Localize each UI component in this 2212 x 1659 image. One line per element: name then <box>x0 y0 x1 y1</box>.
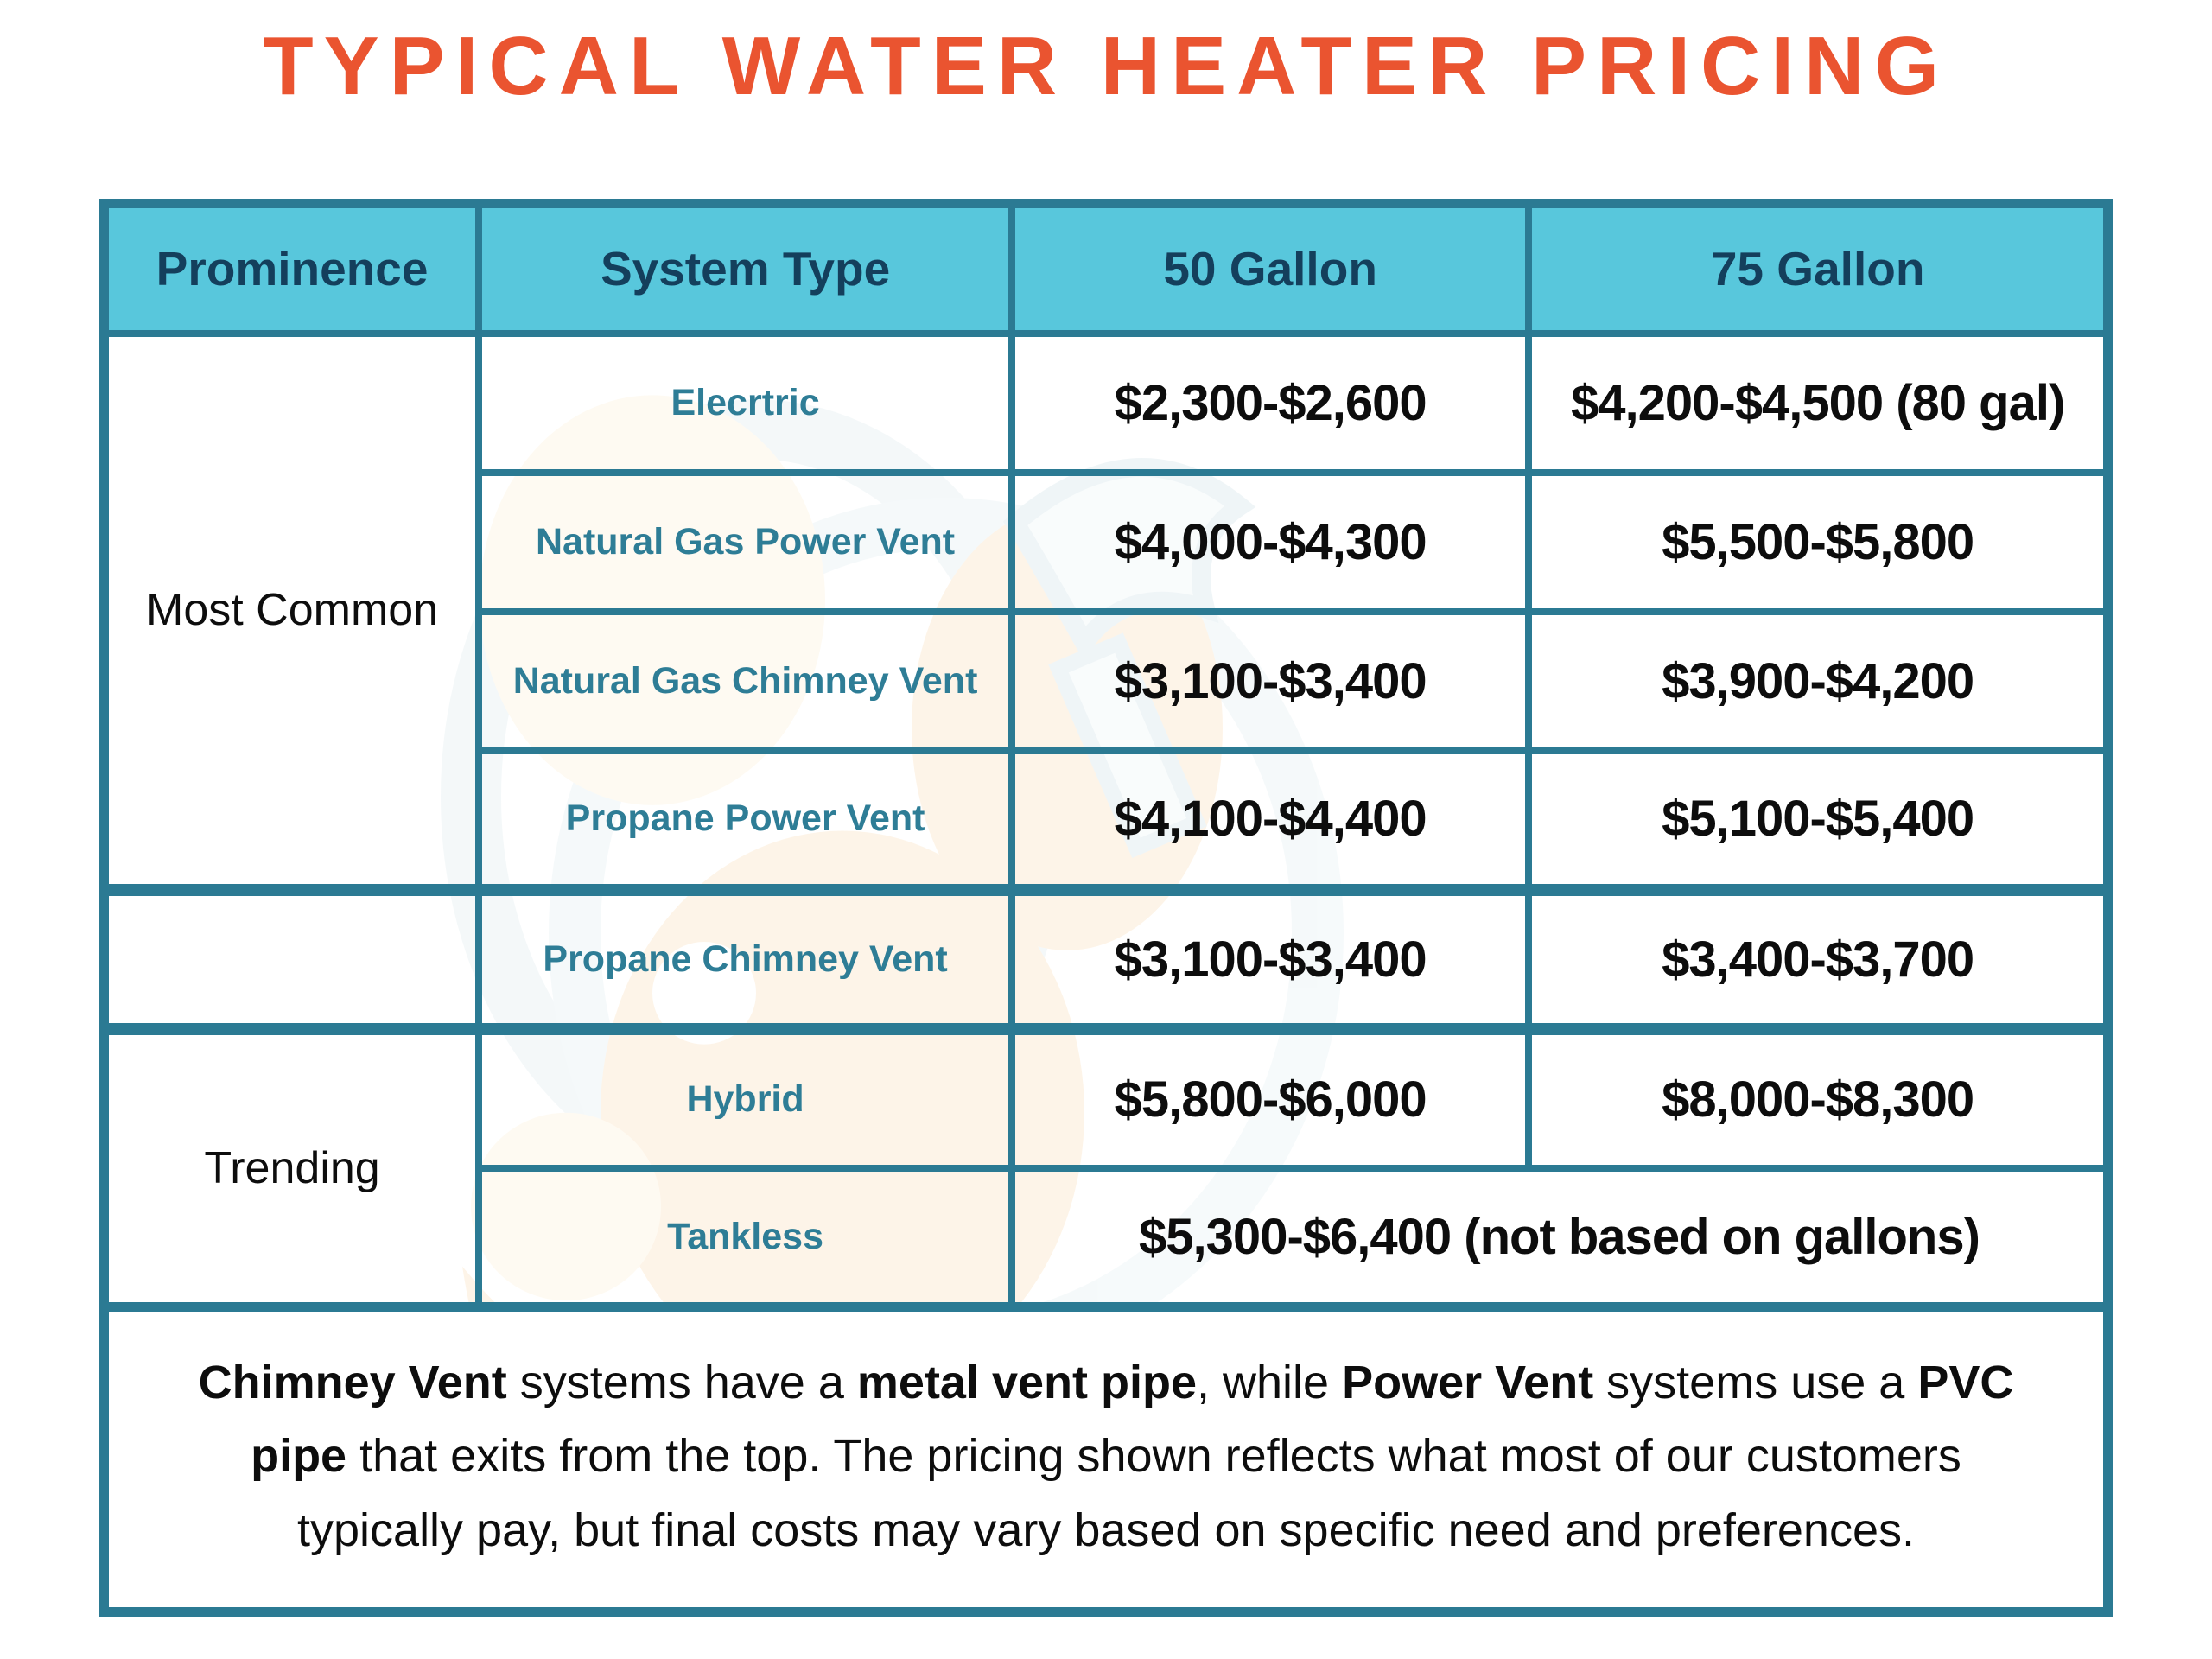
cell-prominence: Most Common <box>105 334 480 890</box>
footnote-bold-segment: metal vent pipe <box>856 1357 1197 1408</box>
cell-system: Hybrid <box>479 1029 1012 1168</box>
footnote-bold-segment: Power Vent <box>1342 1357 1594 1408</box>
cell-price: $5,300-$6,400 (not based on gallons) <box>1012 1168 2108 1307</box>
cell-price: $2,300-$2,600 <box>1012 334 1529 473</box>
cell-prominence-empty <box>105 890 480 1029</box>
footnote-segment: systems use a <box>1593 1357 1918 1408</box>
cell-price: $5,800-$6,000 <box>1012 1029 1529 1168</box>
cell-system: Elecrtric <box>479 334 1012 473</box>
cell-system: Propane Power Vent <box>479 751 1012 890</box>
cell-price: $4,000-$4,300 <box>1012 473 1529 612</box>
page-title: TYPICAL WATER HEATER PRICING <box>262 20 1950 112</box>
cell-price: $3,900-$4,200 <box>1529 612 2107 751</box>
footnote-text <box>176 1346 2036 1567</box>
cell-prominence: Trending <box>105 1029 480 1307</box>
footnote <box>99 1312 2113 1617</box>
column-header-prominence: Prominence <box>105 204 480 334</box>
table-row <box>105 334 2108 473</box>
table-row <box>105 890 2108 1029</box>
footnote-segment: systems have a <box>506 1357 857 1408</box>
cell-price: $3,100-$3,400 <box>1012 612 1529 751</box>
cell-price: $3,100-$3,400 <box>1012 890 1529 1029</box>
cell-price: $5,100-$5,400 <box>1529 751 2107 890</box>
cell-price: $8,000-$8,300 <box>1529 1029 2107 1168</box>
cell-system: Propane Chimney Vent <box>479 890 1012 1029</box>
column-header-50-gallon: 50 Gallon <box>1012 204 1529 334</box>
cell-system: Tankless <box>479 1168 1012 1307</box>
column-header-system-type: System Type <box>479 204 1012 334</box>
pricing-table <box>99 199 2113 1312</box>
cell-price: $3,400-$3,700 <box>1529 890 2107 1029</box>
cell-system: Natural Gas Power Vent <box>479 473 1012 612</box>
footnote-segment: that exits from the top. The pricing shown reflects what most of our customers typically pay, but final costs may vary based on specific need and preferences. <box>297 1430 1961 1556</box>
footnote-bold-segment: PVC pipe <box>251 1357 2014 1483</box>
cell-system: Natural Gas Chimney Vent <box>479 612 1012 751</box>
table-row <box>105 1029 2108 1168</box>
cell-price: $5,500-$5,800 <box>1529 473 2107 612</box>
cell-price: $4,200-$4,500 (80 gal) <box>1529 334 2107 473</box>
pricing-board <box>99 199 2113 1617</box>
footnote-bold-segment: Chimney Vent <box>198 1357 507 1408</box>
column-header-75-gallon: 75 Gallon <box>1529 204 2107 334</box>
footnote-segment: , while <box>1197 1357 1343 1408</box>
table-header-row <box>105 204 2108 334</box>
cell-price: $4,100-$4,400 <box>1012 751 1529 890</box>
